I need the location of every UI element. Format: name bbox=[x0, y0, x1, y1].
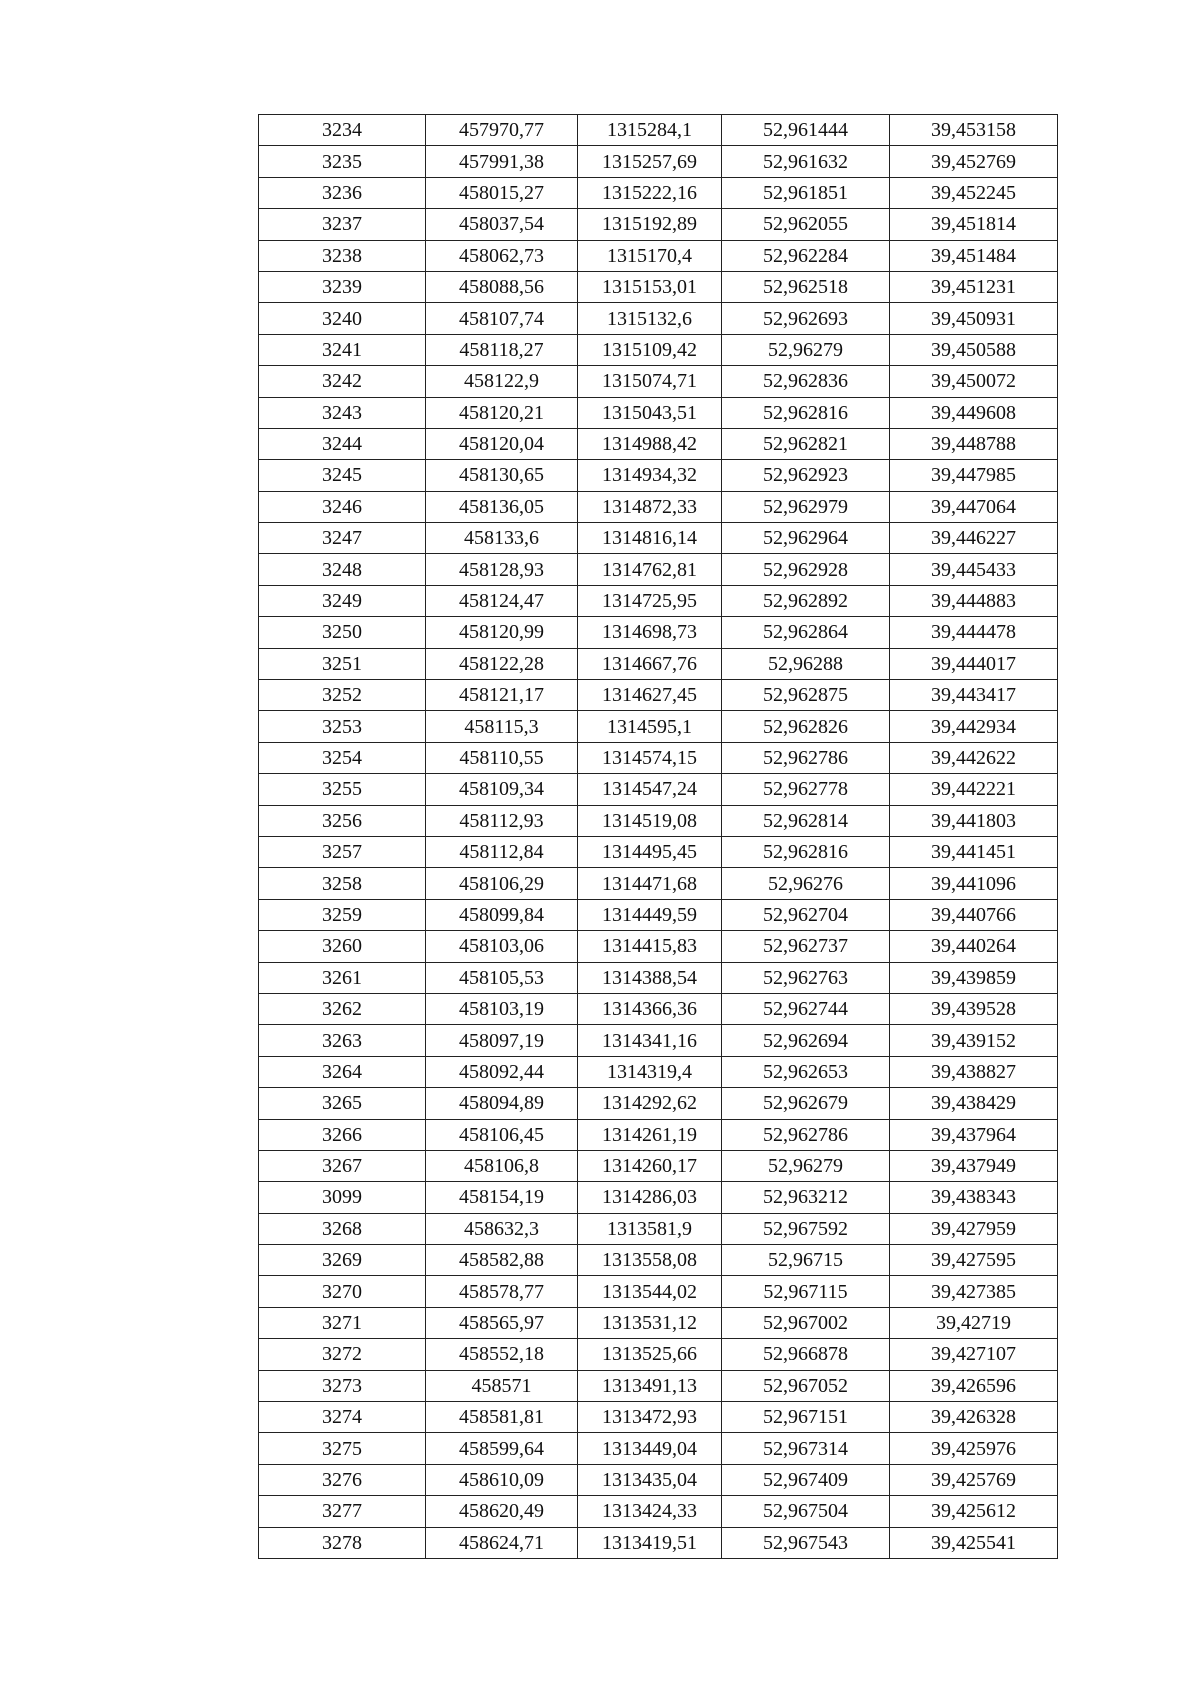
table-row bbox=[259, 805, 1058, 836]
longitude-cell: 39,438827 bbox=[890, 1056, 1058, 1087]
point-number-cell: 3247 bbox=[259, 523, 426, 554]
y-coordinate-cell: 1315284,1 bbox=[578, 115, 722, 146]
x-coordinate-cell: 458105,53 bbox=[426, 962, 578, 993]
table-row bbox=[259, 491, 1058, 522]
point-number-cell: 3257 bbox=[259, 836, 426, 867]
latitude-cell: 52,963212 bbox=[722, 1182, 890, 1213]
longitude-cell: 39,427959 bbox=[890, 1213, 1058, 1244]
table-row bbox=[259, 1025, 1058, 1056]
x-coordinate-cell: 458122,28 bbox=[426, 648, 578, 679]
point-number-cell: 3266 bbox=[259, 1119, 426, 1150]
longitude-cell: 39,443417 bbox=[890, 680, 1058, 711]
longitude-cell: 39,444478 bbox=[890, 617, 1058, 648]
x-coordinate-cell: 458110,55 bbox=[426, 742, 578, 773]
table-row bbox=[259, 836, 1058, 867]
latitude-cell: 52,967115 bbox=[722, 1276, 890, 1307]
point-number-cell: 3275 bbox=[259, 1433, 426, 1464]
latitude-cell: 52,967409 bbox=[722, 1464, 890, 1495]
table-row bbox=[259, 1276, 1058, 1307]
point-number-cell: 3268 bbox=[259, 1213, 426, 1244]
y-coordinate-cell: 1314260,17 bbox=[578, 1150, 722, 1181]
latitude-cell: 52,962816 bbox=[722, 836, 890, 867]
latitude-cell: 52,962979 bbox=[722, 491, 890, 522]
point-number-cell: 3260 bbox=[259, 931, 426, 962]
point-number-cell: 3271 bbox=[259, 1307, 426, 1338]
point-number-cell: 3249 bbox=[259, 585, 426, 616]
latitude-cell: 52,962694 bbox=[722, 1025, 890, 1056]
point-number-cell: 3267 bbox=[259, 1150, 426, 1181]
x-coordinate-cell: 458128,93 bbox=[426, 554, 578, 585]
longitude-cell: 39,439528 bbox=[890, 993, 1058, 1024]
x-coordinate-cell: 458088,56 bbox=[426, 271, 578, 302]
y-coordinate-cell: 1314667,76 bbox=[578, 648, 722, 679]
longitude-cell: 39,449608 bbox=[890, 397, 1058, 428]
point-number-cell: 3254 bbox=[259, 742, 426, 773]
table-row bbox=[259, 397, 1058, 428]
point-number-cell: 3248 bbox=[259, 554, 426, 585]
y-coordinate-cell: 1315074,71 bbox=[578, 366, 722, 397]
point-number-cell: 3258 bbox=[259, 868, 426, 899]
x-coordinate-cell: 457991,38 bbox=[426, 146, 578, 177]
x-coordinate-cell: 458552,18 bbox=[426, 1339, 578, 1370]
point-number-cell: 3241 bbox=[259, 334, 426, 365]
x-coordinate-cell: 458120,21 bbox=[426, 397, 578, 428]
point-number-cell: 3278 bbox=[259, 1527, 426, 1558]
longitude-cell: 39,444883 bbox=[890, 585, 1058, 616]
table-row bbox=[259, 899, 1058, 930]
longitude-cell: 39,442221 bbox=[890, 774, 1058, 805]
point-number-cell: 3252 bbox=[259, 680, 426, 711]
x-coordinate-cell: 458122,9 bbox=[426, 366, 578, 397]
x-coordinate-cell: 458106,29 bbox=[426, 868, 578, 899]
latitude-cell: 52,962704 bbox=[722, 899, 890, 930]
point-number-cell: 3239 bbox=[259, 271, 426, 302]
longitude-cell: 39,447064 bbox=[890, 491, 1058, 522]
longitude-cell: 39,444017 bbox=[890, 648, 1058, 679]
latitude-cell: 52,962653 bbox=[722, 1056, 890, 1087]
y-coordinate-cell: 1313419,51 bbox=[578, 1527, 722, 1558]
longitude-cell: 39,438429 bbox=[890, 1088, 1058, 1119]
table-row bbox=[259, 1370, 1058, 1401]
point-number-cell: 3274 bbox=[259, 1402, 426, 1433]
table-row bbox=[259, 523, 1058, 554]
point-number-cell: 3277 bbox=[259, 1496, 426, 1527]
longitude-cell: 39,453158 bbox=[890, 115, 1058, 146]
table-row bbox=[259, 460, 1058, 491]
y-coordinate-cell: 1314366,36 bbox=[578, 993, 722, 1024]
latitude-cell: 52,962836 bbox=[722, 366, 890, 397]
table-row bbox=[259, 774, 1058, 805]
table-row bbox=[259, 648, 1058, 679]
table-row bbox=[259, 1433, 1058, 1464]
x-coordinate-cell: 458121,17 bbox=[426, 680, 578, 711]
x-coordinate-cell: 458015,27 bbox=[426, 177, 578, 208]
y-coordinate-cell: 1314261,19 bbox=[578, 1119, 722, 1150]
y-coordinate-cell: 1314627,45 bbox=[578, 680, 722, 711]
longitude-cell: 39,425612 bbox=[890, 1496, 1058, 1527]
latitude-cell: 52,962864 bbox=[722, 617, 890, 648]
table-row bbox=[259, 1119, 1058, 1150]
x-coordinate-cell: 458599,64 bbox=[426, 1433, 578, 1464]
y-coordinate-cell: 1313449,04 bbox=[578, 1433, 722, 1464]
x-coordinate-cell: 458578,77 bbox=[426, 1276, 578, 1307]
table-row bbox=[259, 209, 1058, 240]
y-coordinate-cell: 1315109,42 bbox=[578, 334, 722, 365]
latitude-cell: 52,96279 bbox=[722, 1150, 890, 1181]
point-number-cell: 3237 bbox=[259, 209, 426, 240]
x-coordinate-cell: 458106,8 bbox=[426, 1150, 578, 1181]
latitude-cell: 52,967314 bbox=[722, 1433, 890, 1464]
latitude-cell: 52,962786 bbox=[722, 1119, 890, 1150]
point-number-cell: 3262 bbox=[259, 993, 426, 1024]
x-coordinate-cell: 458624,71 bbox=[426, 1527, 578, 1558]
x-coordinate-cell: 458582,88 bbox=[426, 1245, 578, 1276]
x-coordinate-cell: 458133,6 bbox=[426, 523, 578, 554]
x-coordinate-cell: 458092,44 bbox=[426, 1056, 578, 1087]
longitude-cell: 39,447985 bbox=[890, 460, 1058, 491]
table-row bbox=[259, 303, 1058, 334]
x-coordinate-cell: 458581,81 bbox=[426, 1402, 578, 1433]
longitude-cell: 39,451814 bbox=[890, 209, 1058, 240]
table-row bbox=[259, 554, 1058, 585]
point-number-cell: 3259 bbox=[259, 899, 426, 930]
point-number-cell: 3250 bbox=[259, 617, 426, 648]
latitude-cell: 52,962786 bbox=[722, 742, 890, 773]
longitude-cell: 39,439152 bbox=[890, 1025, 1058, 1056]
point-number-cell: 3269 bbox=[259, 1245, 426, 1276]
y-coordinate-cell: 1314286,03 bbox=[578, 1182, 722, 1213]
table-row bbox=[259, 428, 1058, 459]
x-coordinate-cell: 458062,73 bbox=[426, 240, 578, 271]
latitude-cell: 52,961444 bbox=[722, 115, 890, 146]
point-number-cell: 3261 bbox=[259, 962, 426, 993]
latitude-cell: 52,962679 bbox=[722, 1088, 890, 1119]
x-coordinate-cell: 458610,09 bbox=[426, 1464, 578, 1495]
point-number-cell: 3251 bbox=[259, 648, 426, 679]
point-number-cell: 3256 bbox=[259, 805, 426, 836]
y-coordinate-cell: 1313544,02 bbox=[578, 1276, 722, 1307]
latitude-cell: 52,962964 bbox=[722, 523, 890, 554]
latitude-cell: 52,967543 bbox=[722, 1527, 890, 1558]
point-number-cell: 3235 bbox=[259, 146, 426, 177]
table-row bbox=[259, 240, 1058, 271]
y-coordinate-cell: 1314292,62 bbox=[578, 1088, 722, 1119]
point-number-cell: 3272 bbox=[259, 1339, 426, 1370]
table-row bbox=[259, 271, 1058, 302]
longitude-cell: 39,437949 bbox=[890, 1150, 1058, 1181]
y-coordinate-cell: 1313472,93 bbox=[578, 1402, 722, 1433]
table-row bbox=[259, 1056, 1058, 1087]
latitude-cell: 52,967151 bbox=[722, 1402, 890, 1433]
longitude-cell: 39,451484 bbox=[890, 240, 1058, 271]
point-number-cell: 3242 bbox=[259, 366, 426, 397]
point-number-cell: 3273 bbox=[259, 1370, 426, 1401]
longitude-cell: 39,425769 bbox=[890, 1464, 1058, 1495]
point-number-cell: 3099 bbox=[259, 1182, 426, 1213]
point-number-cell: 3238 bbox=[259, 240, 426, 271]
table-row bbox=[259, 585, 1058, 616]
longitude-cell: 39,446227 bbox=[890, 523, 1058, 554]
y-coordinate-cell: 1314388,54 bbox=[578, 962, 722, 993]
y-coordinate-cell: 1314725,95 bbox=[578, 585, 722, 616]
latitude-cell: 52,967504 bbox=[722, 1496, 890, 1527]
longitude-cell: 39,425541 bbox=[890, 1527, 1058, 1558]
longitude-cell: 39,427107 bbox=[890, 1339, 1058, 1370]
point-number-cell: 3264 bbox=[259, 1056, 426, 1087]
latitude-cell: 52,96288 bbox=[722, 648, 890, 679]
latitude-cell: 52,962778 bbox=[722, 774, 890, 805]
table-row bbox=[259, 1496, 1058, 1527]
point-number-cell: 3263 bbox=[259, 1025, 426, 1056]
latitude-cell: 52,962744 bbox=[722, 993, 890, 1024]
x-coordinate-cell: 458565,97 bbox=[426, 1307, 578, 1338]
y-coordinate-cell: 1315043,51 bbox=[578, 397, 722, 428]
longitude-cell: 39,448788 bbox=[890, 428, 1058, 459]
x-coordinate-cell: 458571 bbox=[426, 1370, 578, 1401]
point-number-cell: 3236 bbox=[259, 177, 426, 208]
latitude-cell: 52,962763 bbox=[722, 962, 890, 993]
table-row bbox=[259, 1464, 1058, 1495]
x-coordinate-cell: 458112,93 bbox=[426, 805, 578, 836]
longitude-cell: 39,438343 bbox=[890, 1182, 1058, 1213]
longitude-cell: 39,452245 bbox=[890, 177, 1058, 208]
y-coordinate-cell: 1315257,69 bbox=[578, 146, 722, 177]
latitude-cell: 52,962518 bbox=[722, 271, 890, 302]
longitude-cell: 39,425976 bbox=[890, 1433, 1058, 1464]
table-row bbox=[259, 993, 1058, 1024]
x-coordinate-cell: 458632,3 bbox=[426, 1213, 578, 1244]
longitude-cell: 39,42719 bbox=[890, 1307, 1058, 1338]
coordinates-table bbox=[258, 114, 1058, 1559]
table-row bbox=[259, 146, 1058, 177]
y-coordinate-cell: 1313424,33 bbox=[578, 1496, 722, 1527]
x-coordinate-cell: 458154,19 bbox=[426, 1182, 578, 1213]
latitude-cell: 52,96715 bbox=[722, 1245, 890, 1276]
latitude-cell: 52,962875 bbox=[722, 680, 890, 711]
x-coordinate-cell: 458099,84 bbox=[426, 899, 578, 930]
x-coordinate-cell: 458120,04 bbox=[426, 428, 578, 459]
longitude-cell: 39,426596 bbox=[890, 1370, 1058, 1401]
x-coordinate-cell: 458112,84 bbox=[426, 836, 578, 867]
y-coordinate-cell: 1314449,59 bbox=[578, 899, 722, 930]
point-number-cell: 3246 bbox=[259, 491, 426, 522]
x-coordinate-cell: 458037,54 bbox=[426, 209, 578, 240]
longitude-cell: 39,441451 bbox=[890, 836, 1058, 867]
table-row bbox=[259, 931, 1058, 962]
latitude-cell: 52,96276 bbox=[722, 868, 890, 899]
x-coordinate-cell: 458620,49 bbox=[426, 1496, 578, 1527]
latitude-cell: 52,962821 bbox=[722, 428, 890, 459]
y-coordinate-cell: 1314341,16 bbox=[578, 1025, 722, 1056]
y-coordinate-cell: 1315132,6 bbox=[578, 303, 722, 334]
latitude-cell: 52,962816 bbox=[722, 397, 890, 428]
y-coordinate-cell: 1315192,89 bbox=[578, 209, 722, 240]
y-coordinate-cell: 1314762,81 bbox=[578, 554, 722, 585]
latitude-cell: 52,962826 bbox=[722, 711, 890, 742]
x-coordinate-cell: 458118,27 bbox=[426, 334, 578, 365]
latitude-cell: 52,962814 bbox=[722, 805, 890, 836]
y-coordinate-cell: 1313525,66 bbox=[578, 1339, 722, 1370]
table-row bbox=[259, 1307, 1058, 1338]
y-coordinate-cell: 1314547,24 bbox=[578, 774, 722, 805]
longitude-cell: 39,441096 bbox=[890, 868, 1058, 899]
y-coordinate-cell: 1314988,42 bbox=[578, 428, 722, 459]
table-row bbox=[259, 742, 1058, 773]
longitude-cell: 39,450072 bbox=[890, 366, 1058, 397]
point-number-cell: 3270 bbox=[259, 1276, 426, 1307]
x-coordinate-cell: 458115,3 bbox=[426, 711, 578, 742]
table-row bbox=[259, 962, 1058, 993]
y-coordinate-cell: 1314319,4 bbox=[578, 1056, 722, 1087]
y-coordinate-cell: 1314495,45 bbox=[578, 836, 722, 867]
y-coordinate-cell: 1313491,13 bbox=[578, 1370, 722, 1401]
table-row bbox=[259, 680, 1058, 711]
y-coordinate-cell: 1315222,16 bbox=[578, 177, 722, 208]
longitude-cell: 39,440766 bbox=[890, 899, 1058, 930]
x-coordinate-cell: 457970,77 bbox=[426, 115, 578, 146]
y-coordinate-cell: 1313435,04 bbox=[578, 1464, 722, 1495]
latitude-cell: 52,966878 bbox=[722, 1339, 890, 1370]
longitude-cell: 39,442622 bbox=[890, 742, 1058, 773]
y-coordinate-cell: 1314698,73 bbox=[578, 617, 722, 648]
longitude-cell: 39,442934 bbox=[890, 711, 1058, 742]
y-coordinate-cell: 1315170,4 bbox=[578, 240, 722, 271]
table-row bbox=[259, 1213, 1058, 1244]
latitude-cell: 52,962923 bbox=[722, 460, 890, 491]
x-coordinate-cell: 458103,06 bbox=[426, 931, 578, 962]
table-row bbox=[259, 1402, 1058, 1433]
latitude-cell: 52,962892 bbox=[722, 585, 890, 616]
x-coordinate-cell: 458124,47 bbox=[426, 585, 578, 616]
longitude-cell: 39,450588 bbox=[890, 334, 1058, 365]
longitude-cell: 39,426328 bbox=[890, 1402, 1058, 1433]
table-row bbox=[259, 711, 1058, 742]
latitude-cell: 52,962737 bbox=[722, 931, 890, 962]
coordinates-table-body bbox=[259, 115, 1058, 1559]
longitude-cell: 39,440264 bbox=[890, 931, 1058, 962]
y-coordinate-cell: 1313581,9 bbox=[578, 1213, 722, 1244]
longitude-cell: 39,439859 bbox=[890, 962, 1058, 993]
point-number-cell: 3276 bbox=[259, 1464, 426, 1495]
table-row bbox=[259, 868, 1058, 899]
point-number-cell: 3243 bbox=[259, 397, 426, 428]
y-coordinate-cell: 1313558,08 bbox=[578, 1245, 722, 1276]
longitude-cell: 39,427595 bbox=[890, 1245, 1058, 1276]
point-number-cell: 3245 bbox=[259, 460, 426, 491]
latitude-cell: 52,96279 bbox=[722, 334, 890, 365]
longitude-cell: 39,451231 bbox=[890, 271, 1058, 302]
x-coordinate-cell: 458094,89 bbox=[426, 1088, 578, 1119]
x-coordinate-cell: 458120,99 bbox=[426, 617, 578, 648]
x-coordinate-cell: 458106,45 bbox=[426, 1119, 578, 1150]
latitude-cell: 52,967002 bbox=[722, 1307, 890, 1338]
latitude-cell: 52,967592 bbox=[722, 1213, 890, 1244]
latitude-cell: 52,961632 bbox=[722, 146, 890, 177]
y-coordinate-cell: 1313531,12 bbox=[578, 1307, 722, 1338]
table-row bbox=[259, 1150, 1058, 1181]
point-number-cell: 3265 bbox=[259, 1088, 426, 1119]
table-row bbox=[259, 1088, 1058, 1119]
x-coordinate-cell: 458109,34 bbox=[426, 774, 578, 805]
y-coordinate-cell: 1315153,01 bbox=[578, 271, 722, 302]
latitude-cell: 52,962928 bbox=[722, 554, 890, 585]
point-number-cell: 3234 bbox=[259, 115, 426, 146]
latitude-cell: 52,961851 bbox=[722, 177, 890, 208]
y-coordinate-cell: 1314816,14 bbox=[578, 523, 722, 554]
y-coordinate-cell: 1314519,08 bbox=[578, 805, 722, 836]
longitude-cell: 39,441803 bbox=[890, 805, 1058, 836]
table-row bbox=[259, 1339, 1058, 1370]
latitude-cell: 52,962284 bbox=[722, 240, 890, 271]
table-row bbox=[259, 177, 1058, 208]
x-coordinate-cell: 458097,19 bbox=[426, 1025, 578, 1056]
x-coordinate-cell: 458103,19 bbox=[426, 993, 578, 1024]
y-coordinate-cell: 1314471,68 bbox=[578, 868, 722, 899]
y-coordinate-cell: 1314595,1 bbox=[578, 711, 722, 742]
point-number-cell: 3240 bbox=[259, 303, 426, 334]
table-row bbox=[259, 1527, 1058, 1558]
table-row bbox=[259, 617, 1058, 648]
y-coordinate-cell: 1314574,15 bbox=[578, 742, 722, 773]
latitude-cell: 52,962055 bbox=[722, 209, 890, 240]
latitude-cell: 52,962693 bbox=[722, 303, 890, 334]
y-coordinate-cell: 1314872,33 bbox=[578, 491, 722, 522]
x-coordinate-cell: 458136,05 bbox=[426, 491, 578, 522]
y-coordinate-cell: 1314415,83 bbox=[578, 931, 722, 962]
longitude-cell: 39,445433 bbox=[890, 554, 1058, 585]
longitude-cell: 39,437964 bbox=[890, 1119, 1058, 1150]
table-row bbox=[259, 115, 1058, 146]
longitude-cell: 39,452769 bbox=[890, 146, 1058, 177]
x-coordinate-cell: 458130,65 bbox=[426, 460, 578, 491]
latitude-cell: 52,967052 bbox=[722, 1370, 890, 1401]
table-row bbox=[259, 366, 1058, 397]
table-row bbox=[259, 334, 1058, 365]
point-number-cell: 3255 bbox=[259, 774, 426, 805]
y-coordinate-cell: 1314934,32 bbox=[578, 460, 722, 491]
table-row bbox=[259, 1182, 1058, 1213]
longitude-cell: 39,427385 bbox=[890, 1276, 1058, 1307]
x-coordinate-cell: 458107,74 bbox=[426, 303, 578, 334]
table-row bbox=[259, 1245, 1058, 1276]
longitude-cell: 39,450931 bbox=[890, 303, 1058, 334]
point-number-cell: 3253 bbox=[259, 711, 426, 742]
point-number-cell: 3244 bbox=[259, 428, 426, 459]
